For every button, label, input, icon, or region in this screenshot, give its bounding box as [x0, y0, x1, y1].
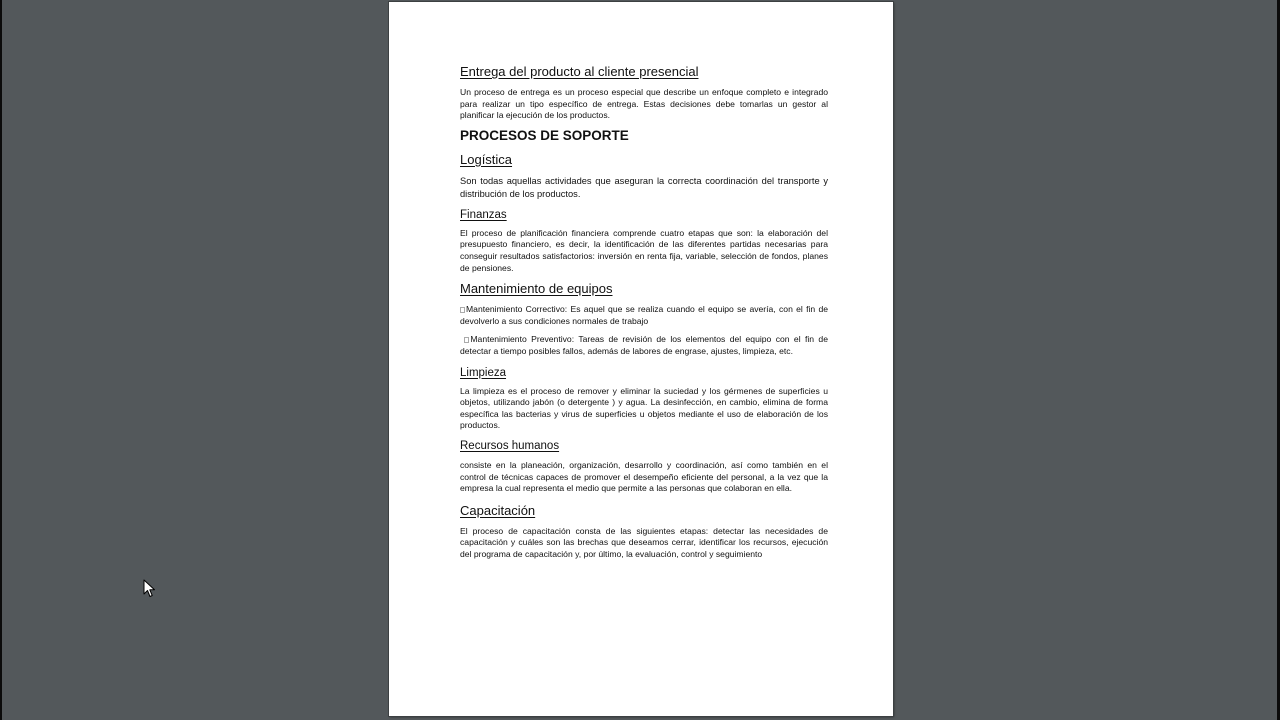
- missing-glyph-box-icon: [464, 337, 469, 343]
- paragraph-finanzas: El proceso de planificación financiera comprende cuatro etapas que son: la elaboración del presupuesto financiero, es decir, la identificación de las diferentes partidas necesarias para conseguir resultados satisfactorios: inversión en renta fija, variable, selección de fondos, planes de pensiones.: [460, 227, 828, 273]
- heading-recursos-humanos: Recursos humanos: [460, 439, 560, 452]
- heading-finanzas: Finanzas: [460, 208, 507, 221]
- list-item-mantenimiento-preventivo: [460, 334, 828, 357]
- paragraph-recursos-humanos: consiste en la planeación, organización, desarrollo y coordinación, así como también en el control de técnicas capaces de promover el desempeño eficiente del personal, a la vez que la empresa la cual representa el medio que permite a las personas que colaboran en ella.: [460, 459, 828, 494]
- heading-entrega-producto: Entrega del producto al cliente presencial: [460, 64, 699, 79]
- heading-capacitacion: Capacitación: [460, 502, 536, 518]
- paragraph-entrega-producto: Un proceso de entrega es un proceso especial que describe un enfoque completo e integrado para realizar un tipo específico de entrega. Estas decisiones debe tomarlas un gestor al planificar la ejecución de los productos.: [460, 87, 828, 121]
- heading-limpieza: Limpieza: [460, 366, 507, 379]
- paragraph-logistica: Son todas aquellas actividades que aseguran la correcta coordinación del transporte y distribución de los productos.: [460, 175, 828, 199]
- list-item-text: Mantenimiento Preventivo: Tareas de revisión de los elementos del equipo con el fin de detectar a tiempo posibles fallos, además de labores de engrase, ajustes, limpieza, etc.: [460, 334, 828, 356]
- paragraph-limpieza: La limpieza es el proceso de remover y eliminar la suciedad y los gérmenes de superficies u objetos, utilizando jabón (o detergente ) y agua. La desinfección, en cambio, elimina de forma específica las bacterias y virus de superficies u objetos mediante el uso de elaboración de los productos.: [460, 385, 828, 431]
- list-item-mantenimiento-correctivo: [460, 304, 828, 327]
- heading-procesos-soporte: PROCESOS DE SOPORTE: [460, 127, 629, 143]
- missing-glyph-box-icon: [460, 307, 465, 313]
- page-content: [460, 61, 828, 560]
- mouse-pointer-icon: [143, 579, 157, 599]
- list-item-text: Mantenimiento Correctivo: Es aquel que se realiza cuando el equipo se avería, con el fin de devolverlo a sus condiciones normales de trabajo: [460, 304, 828, 326]
- paragraph-capacitacion: El proceso de capacitación consta de las siguientes etapas: detectar las necesidades de capacitación y cuáles son las brechas que deseamos cerrar, identificar los recursos, ejecución del programa de capacitación y, por último, la evaluación, control y seguimiento: [460, 525, 828, 559]
- heading-mantenimiento-equipos: Mantenimiento de equipos: [460, 281, 613, 297]
- document-page[interactable]: [389, 2, 893, 716]
- document-viewer[interactable]: [2, 0, 1277, 720]
- heading-logistica: Logística: [460, 151, 513, 167]
